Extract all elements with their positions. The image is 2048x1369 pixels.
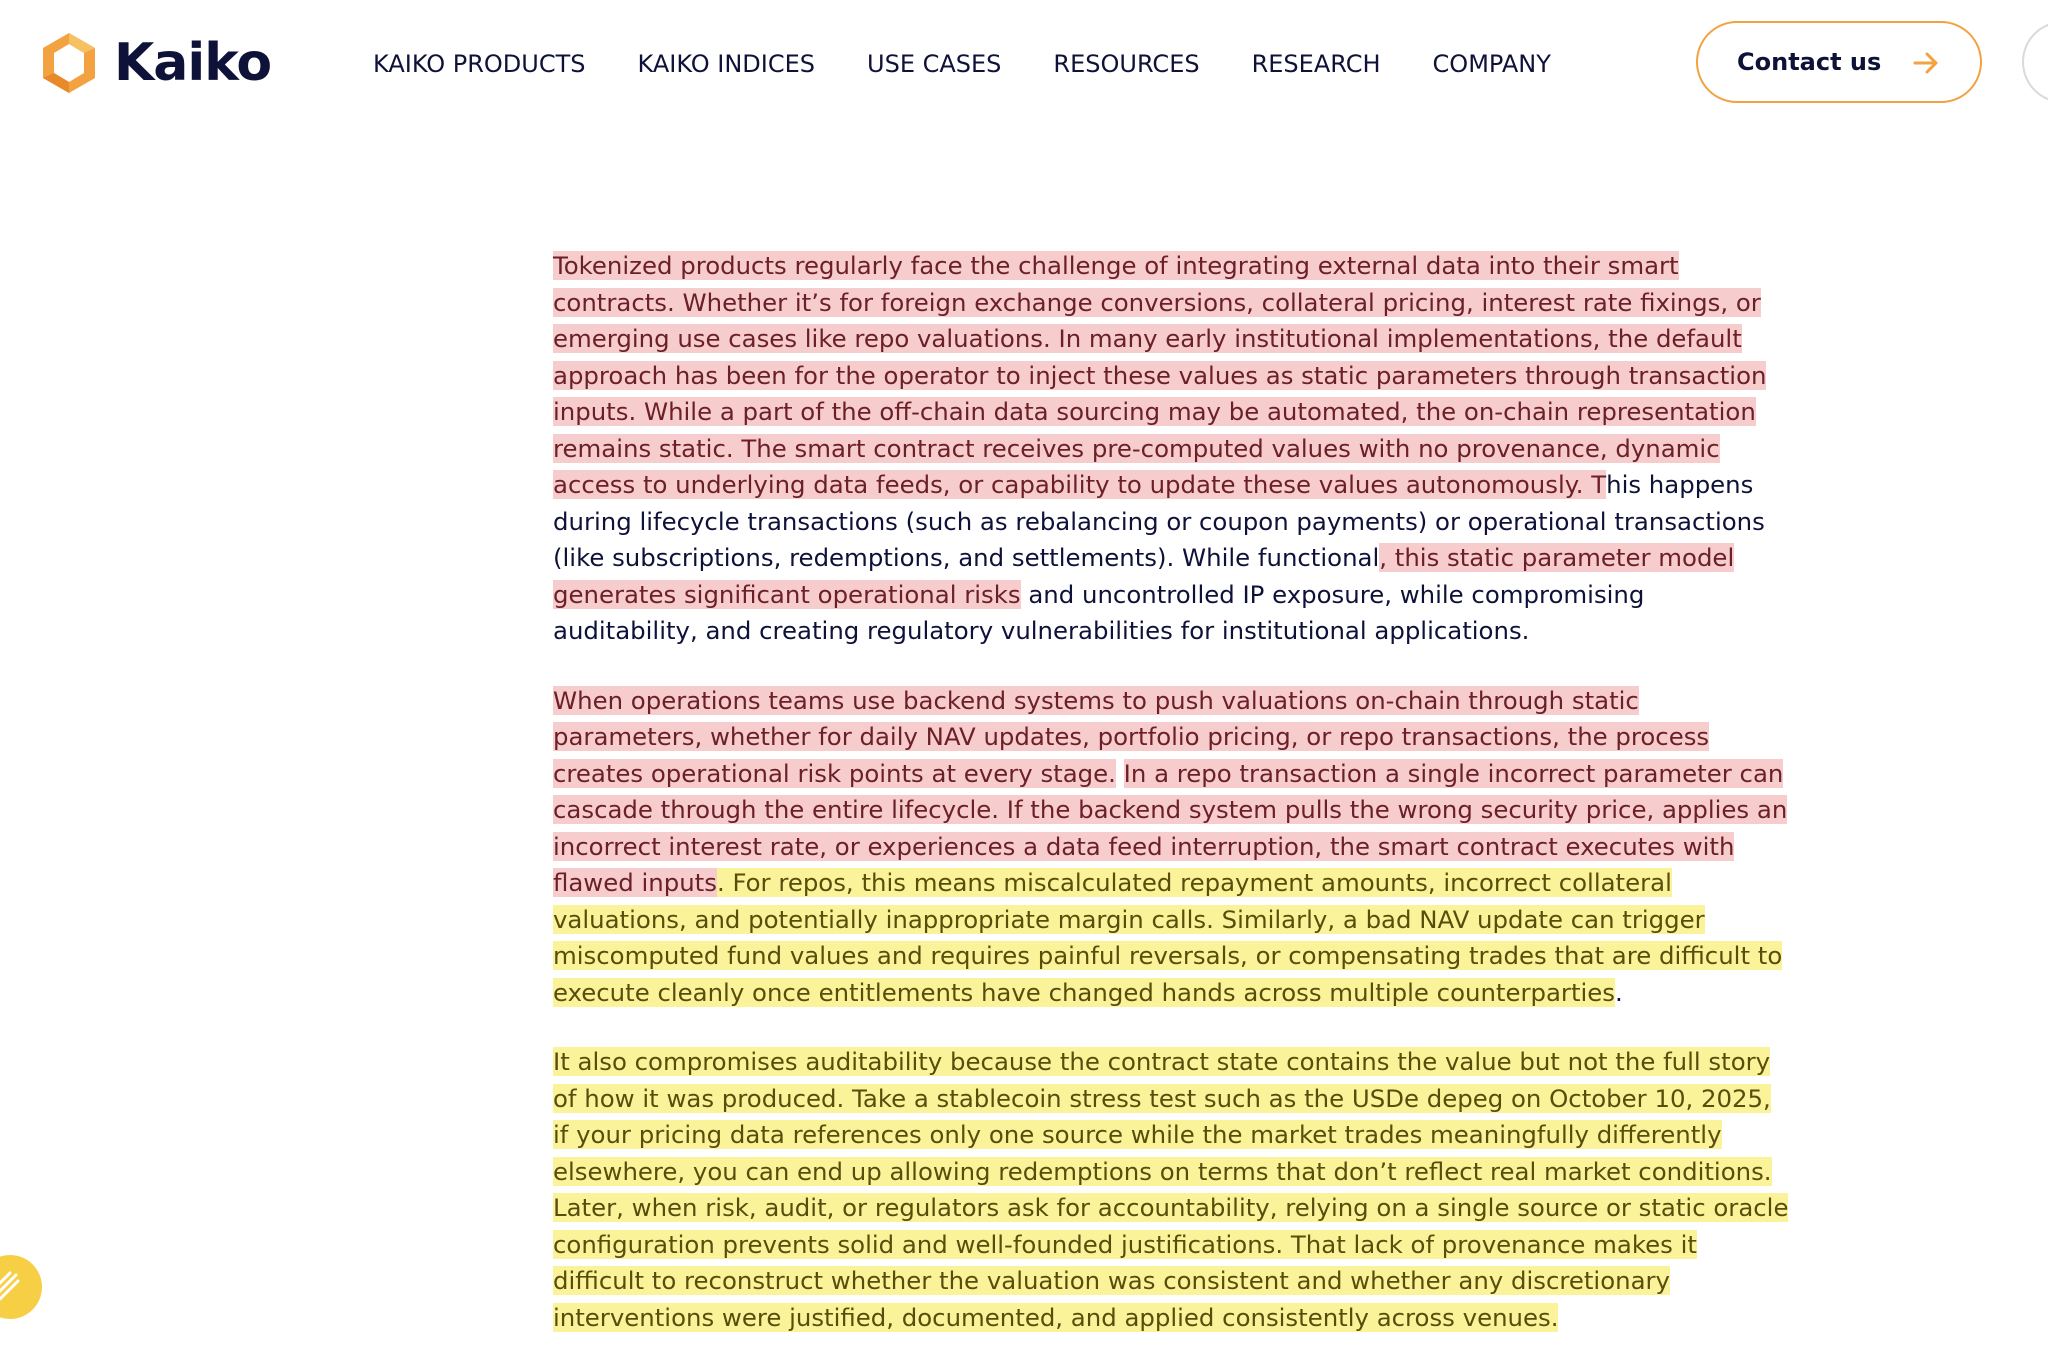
nav-company[interactable]: COMPANY [1432, 50, 1551, 78]
chat-stripes-icon [0, 1271, 20, 1301]
highlight-yellow: It also compromises auditability because the contract state contains the value but not the full story of how it was produced. Take a stablecoin stress test such as the USDe depeg on October 10, 2025, if your pricing data references only one source while the market trades meaningfully differently elsewhere, you can end up allowing redemptions on terms that don’t reflect real market conditions. Later, when risk, audit, or regulators ask for accountability, relying on a single source or static oracle configuration prevents solid and well-founded justifications. That lack of provenance makes it difficult to reconstruct whether the valuation was consistent and whether any discretionary interventions were justified, documented, and applied consistently across venues. [553, 1047, 1789, 1332]
contact-us-button[interactable] [1696, 21, 1982, 103]
main-nav [373, 46, 1603, 82]
highlight-red: , this static parameter model generates significant operational risks [553, 543, 1735, 609]
plain-text [1116, 759, 1124, 788]
article-paragraph-3 [553, 1044, 1793, 1336]
plain-text: and uncontrolled IP exposure, while compromising auditability, and creating regulatory vulnerabilities for institutional applications. [553, 579, 1645, 645]
logo-wordmark: Kaiko [114, 33, 272, 93]
secondary-header-button[interactable] [2022, 21, 2048, 103]
nav-kaiko-indices[interactable]: KAIKO INDICES [637, 50, 816, 78]
plain-text: his happens during lifecycle transactions (such as rebalancing or coupon payments) or operational transactions (like subscriptions, redemptions, and settlements). While functional [553, 470, 1765, 572]
highlight-red: In a repo transaction a single incorrect parameter can cascade through the entire lifecycle. If the backend system pulls the wrong security price, applies an incorrect interest rate, or experiences a data feed interruption, the smart contract executes with flawed inputs [553, 758, 1788, 897]
nav-use-cases[interactable]: USE CASES [867, 50, 1002, 78]
highlight-red: Tokenized products regularly face the challenge of integrating external data into their smart contracts. Whether it’s for foreign exchange conversions, collateral pricing, interest rate fixings, or emerging use cases like repo valuations. In many early institutional implementations, the default approach has been for the operator to inject these values as static parameters through transaction inputs. While a part of the off-chain data sourcing may be automated, the on-chain representation remains static. The smart contract receives pre-computed values with no provenance, dynamic access to underlying data feeds, or capability to update these values autonomously. T [553, 251, 1767, 499]
highlight-yellow: . For repos, this means miscalculated repayment amounts, incorrect collateral valuations, and potentially inappropriate margin calls. Similarly, a bad NAV update can trigger miscomputed fund values and requires painful reversals, or compensating trades that are difficult to execute cleanly once entitlements have changed hands across multiple counterparties [553, 868, 1783, 1007]
article-body [553, 248, 1793, 1369]
nav-resources[interactable]: RESOURCES [1053, 50, 1200, 78]
plain-text: . [1615, 977, 1623, 1007]
kaiko-logo[interactable] [36, 30, 271, 96]
site-header [0, 0, 2048, 128]
contact-us-label: Contact us [1737, 48, 1882, 76]
nav-kaiko-products[interactable]: KAIKO PRODUCTS [373, 50, 586, 78]
article-paragraph-1 [553, 248, 1793, 650]
highlight-red: When operations teams use backend systems to push valuations on-chain through static parameters, whether for daily NAV updates, portfolio pricing, or repo transactions, the process creates operational risk points at every stage. [553, 685, 1710, 788]
chat-widget-button[interactable] [0, 1255, 42, 1319]
article-paragraph-2 [553, 683, 1793, 1012]
nav-research[interactable]: RESEARCH [1251, 50, 1381, 78]
kaiko-mark-icon [36, 30, 102, 96]
arrow-right-icon [1912, 49, 1940, 77]
